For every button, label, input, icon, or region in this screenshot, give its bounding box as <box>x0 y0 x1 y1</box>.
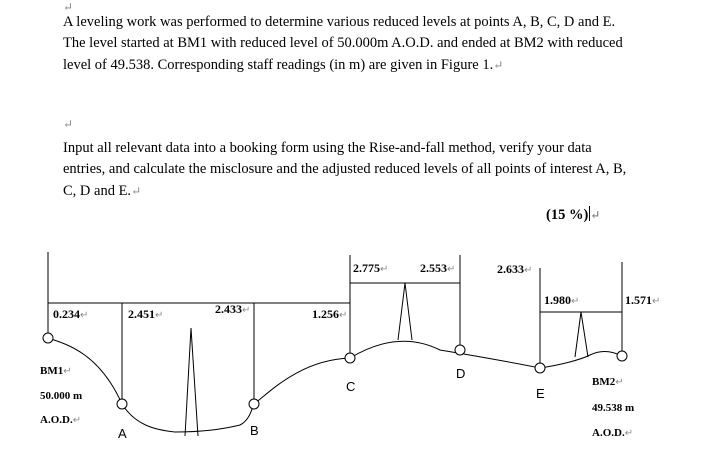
paragraph-text: Input all relevant data into a booking form using the Rise-and-fall method, verify your data entries, and calculate the misclosure and the adjusted reduced levels of all points of interest A, B, C, D and E. <box>63 140 627 199</box>
bm1-datum: A.O.D.↵ <box>40 414 82 426</box>
reading-8: 1.980↵ <box>544 293 580 307</box>
station-bm1 <box>43 333 53 343</box>
reading-6: 2.553↵ <box>420 261 456 275</box>
paragraph-mark: ↵ <box>590 208 601 222</box>
reading-3: 2.433↵ <box>215 302 251 316</box>
leveling-lines <box>48 252 622 436</box>
marks-value: (15 %) <box>546 207 589 223</box>
bm2-name: BM2↵ <box>592 376 624 388</box>
reading-5: 2.775↵ <box>353 261 389 275</box>
paragraph-mark: ↵ <box>131 183 142 198</box>
paragraph-mark: ↵ <box>493 57 504 72</box>
point-label-d: D <box>456 366 466 381</box>
point-label-e: E <box>536 386 545 401</box>
reading-9: 1.571↵ <box>625 293 661 307</box>
reading-2: 2.451↵ <box>128 307 164 321</box>
bm2-level: 49.538 m <box>592 402 635 414</box>
reading-7: 2.633↵ <box>497 262 533 276</box>
station-e <box>535 363 545 373</box>
point-label-c: C <box>346 379 356 394</box>
station-c <box>345 353 355 363</box>
bm2-datum: A.O.D.↵ <box>592 427 634 439</box>
empty-paragraph-mark: ↵ <box>63 117 74 131</box>
instrument-2 <box>398 283 412 340</box>
instrument-3 <box>575 312 588 357</box>
bm1-name: BM1↵ <box>40 365 72 377</box>
station-bm2 <box>617 351 627 361</box>
station-b <box>249 399 259 409</box>
empty-paragraph-mark: ↵ <box>63 0 74 14</box>
ground-profile <box>48 338 622 432</box>
point-label-a: A <box>118 426 127 441</box>
bm1-level: 50.000 m <box>40 390 83 402</box>
point-label-b: B <box>250 423 259 438</box>
reading-4: 1.256↵ <box>312 307 348 321</box>
station-a <box>117 399 127 409</box>
paragraph-text: A leveling work was performed to determine various reduced levels at points A, B, C, D and E. The level started at BM1 with reduced level of 50.000m A.O.D. and ended at BM2 with reduced level of 49.538. Corresponding staff readings (in m) are given in Figure 1. <box>63 14 623 73</box>
reading-1: 0.234↵ <box>53 307 89 321</box>
instrument-1 <box>185 328 198 436</box>
station-d <box>455 345 465 355</box>
